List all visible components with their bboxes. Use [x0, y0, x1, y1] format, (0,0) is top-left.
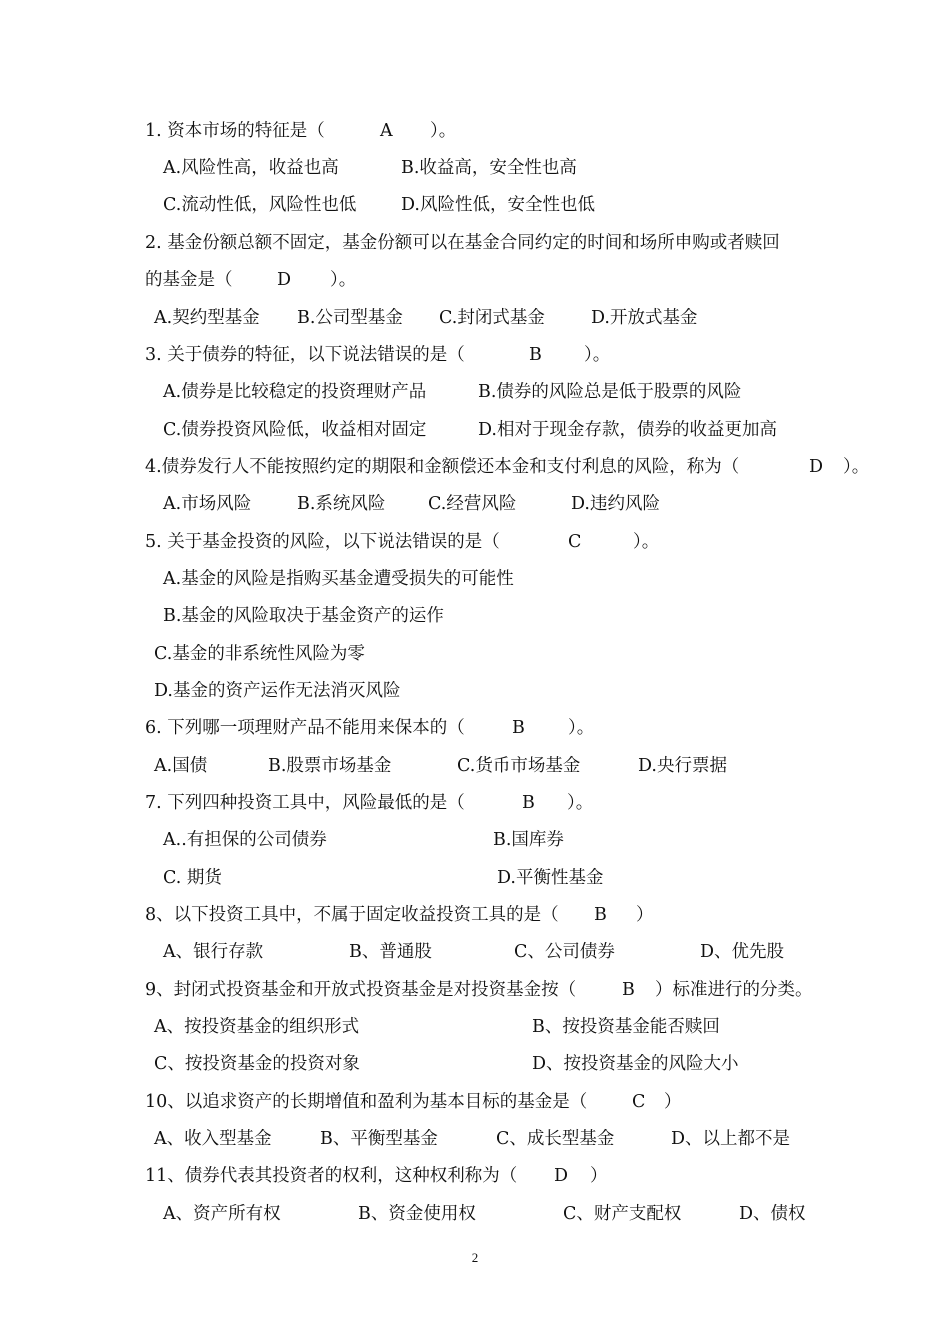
- question-text: ）: [636, 905, 654, 925]
- question-text: 1. 资本市场的特征是（: [145, 121, 325, 141]
- question-text: ）。: [633, 532, 660, 552]
- option-text: C、公司债券: [514, 942, 615, 962]
- option-text: A.债券是比较稳定的投资理财产品: [163, 382, 427, 402]
- option-text: A、按投资基金的组织形式: [154, 1017, 360, 1037]
- option-text: C.货币市场基金: [457, 756, 581, 776]
- question-text: ）。: [567, 793, 594, 813]
- answer-letter: D: [809, 457, 824, 477]
- option-text: B、平衡型基金: [320, 1129, 438, 1149]
- option-text: D.相对于现金存款，债券的收益更加高: [478, 420, 777, 440]
- option-text: C.封闭式基金: [439, 308, 545, 328]
- option-text: C、财产支配权: [563, 1204, 682, 1224]
- answer-letter: A: [380, 121, 393, 141]
- option-text: D.央行票据: [638, 756, 727, 776]
- question-text: 11、债券代表其投资者的权利，这种权利称为（: [145, 1166, 518, 1186]
- option-text: A、银行存款: [163, 942, 264, 962]
- option-text: B.国库券: [493, 830, 564, 850]
- answer-letter: B: [594, 905, 607, 925]
- question-text: 2. 基金份额总额不固定，基金份额可以在基金合同约定的时间和场所申购或者赎回: [145, 233, 780, 253]
- option-text: B.系统风险: [297, 494, 386, 514]
- option-text: B.收益高，安全性也高: [401, 158, 577, 178]
- option-text: B.股票市场基金: [268, 756, 392, 776]
- option-text: A.市场风险: [163, 494, 252, 514]
- option-text: A.国债: [154, 756, 208, 776]
- answer-letter: B: [529, 345, 542, 365]
- option-text: D.基金的资产运作无法消灭风险: [154, 681, 401, 701]
- option-text: D、债权: [739, 1204, 806, 1224]
- option-text: C. 期货: [163, 868, 222, 888]
- answer-letter: C: [568, 532, 582, 552]
- question-text: ）: [664, 1092, 682, 1112]
- question-text: 10、以追求资产的长期增值和盈利为基本目标的基金是（: [145, 1092, 588, 1112]
- question-text: ）。: [843, 457, 870, 477]
- option-text: B.基金的风险取决于基金资产的运作: [163, 606, 444, 626]
- option-text: A.契约型基金: [154, 308, 260, 328]
- question-text: 7. 下列四种投资工具中，风险最低的是（: [145, 793, 465, 813]
- option-text: D、优先股: [700, 942, 785, 962]
- option-text: A、收入型基金: [154, 1129, 272, 1149]
- option-text: C、按投资基金的投资对象: [154, 1054, 360, 1074]
- answer-letter: B: [622, 980, 635, 1000]
- question-text: ）。: [584, 345, 611, 365]
- question-text: ）。: [568, 718, 595, 738]
- answer-letter: B: [522, 793, 535, 813]
- option-text: A..有担保的公司债券: [163, 830, 327, 850]
- question-text: 的基金是（: [145, 270, 233, 290]
- option-text: D.开放式基金: [591, 308, 698, 328]
- question-text: ）。: [430, 121, 457, 141]
- option-text: B.债券的风险总是低于股票的风险: [478, 382, 742, 402]
- answer-letter: D: [277, 270, 292, 290]
- answer-letter: D: [554, 1166, 569, 1186]
- option-text: B、普通股: [349, 942, 432, 962]
- question-text: ）。: [330, 270, 357, 290]
- option-text: D.风险性低，安全性也低: [401, 195, 595, 215]
- option-text: A.基金的风险是指购买基金遭受损失的可能性: [163, 569, 514, 589]
- option-text: D、按投资基金的风险大小: [532, 1054, 739, 1074]
- answer-letter: B: [512, 718, 525, 738]
- question-text: 6. 下列哪一项理财产品不能用来保本的（: [145, 718, 465, 738]
- question-text: ）标准进行的分类。: [655, 980, 813, 1000]
- option-text: B、资金使用权: [358, 1204, 476, 1224]
- question-text: 4.债券发行人不能按照约定的期限和金额偿还本金和支付利息的风险，称为（: [145, 457, 740, 477]
- question-text: 5. 关于基金投资的风险，以下说法错误的是（: [145, 532, 500, 552]
- page-number: 2: [471, 1250, 479, 1265]
- option-text: C.经营风险: [428, 494, 517, 514]
- option-text: D.平衡性基金: [497, 868, 604, 888]
- option-text: C.债券投资风险低，收益相对固定: [163, 420, 427, 440]
- question-text: 3. 关于债券的特征，以下说法错误的是（: [145, 345, 465, 365]
- option-text: B.公司型基金: [297, 308, 403, 328]
- option-text: C.基金的非系统性风险为零: [154, 644, 365, 664]
- question-text: 9、封闭式投资基金和开放式投资基金是对投资基金按（: [145, 980, 577, 1000]
- answer-letter: C: [632, 1092, 646, 1112]
- option-text: C、成长型基金: [496, 1129, 615, 1149]
- question-text: ）: [590, 1166, 608, 1186]
- option-text: B、按投资基金能否赎回: [532, 1017, 720, 1037]
- option-text: A、资产所有权: [163, 1204, 281, 1224]
- option-text: D.违约风险: [571, 494, 660, 514]
- option-text: D、以上都不是: [671, 1129, 791, 1149]
- option-text: C.流动性低，风险性也低: [163, 195, 357, 215]
- option-text: A.风险性高，收益也高: [163, 158, 339, 178]
- question-text: 8、以下投资工具中，不属于固定收益投资工具的是（: [145, 905, 559, 925]
